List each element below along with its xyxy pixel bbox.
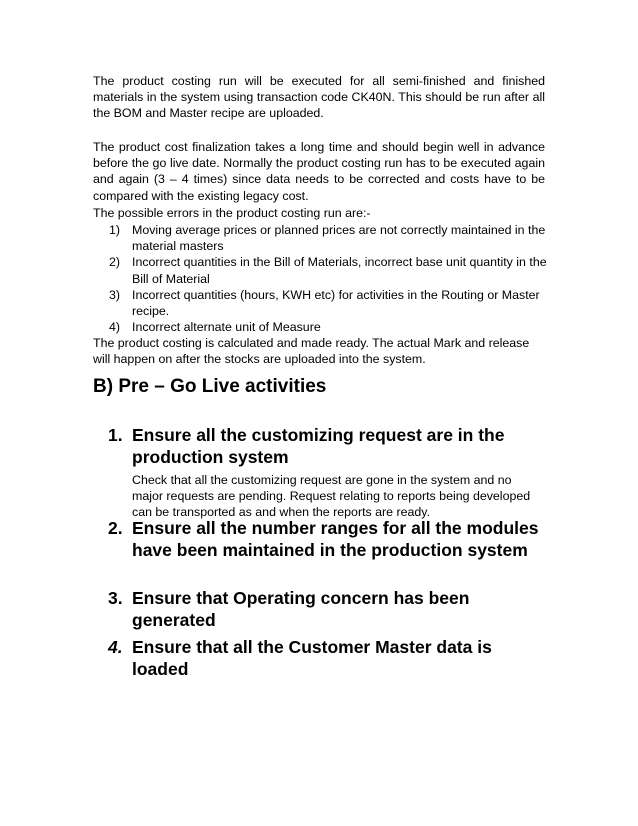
activity-body (132, 517, 548, 561)
activity-body (132, 636, 548, 680)
activity-body (132, 424, 548, 520)
section-heading: B) Pre – Go Live activities (93, 376, 327, 397)
list-item-number: 3) (109, 287, 121, 302)
list-item (109, 222, 549, 254)
activity-number: 3. (108, 588, 123, 608)
paragraph-cost-finalization: The product cost finalization takes a long time and should begin well in advance before the go live date. Normally the product costing run has to be executed again and again (3 – 4 times) since data needs to be corrected and costs have to be compared with the existing legacy cost. (93, 140, 545, 203)
list-item (109, 254, 549, 286)
list-item-number: 1) (109, 223, 121, 237)
paragraph-possible-errors: The possible errors in the product costing run are:- (93, 206, 371, 220)
paragraph-costing-ready: The product costing is calculated and made ready. The actual Mark and release will happen on after the stocks are uploaded into the system. (93, 336, 530, 367)
list-item-text: Incorrect quantities (hours, KWH etc) for activities in the Routing or Master recipe. (132, 287, 540, 319)
list-item (109, 287, 549, 319)
activity-number: 1. (108, 425, 123, 445)
list-item-text: Moving average prices or planned prices are not correctly maintained in the material masters (132, 223, 546, 254)
activity-item-4 (108, 636, 548, 680)
activity-title: Ensure all the customizing request are in the production system (132, 425, 505, 467)
activity-number: 2. (108, 518, 123, 538)
list-item-number: 4) (109, 320, 121, 335)
paragraph-costing-run: The product costing run will be executed for all semi-finished and finished materials in the system using transaction code CK40N. This should be run after all the BOM and Master recipe are uploaded. (93, 74, 545, 121)
list-item-text: Incorrect alternate unit of Measure (132, 320, 321, 335)
activity-number: 4. (108, 637, 123, 657)
error-list (109, 222, 549, 335)
activity-body (132, 587, 548, 631)
activity-item-3 (108, 587, 548, 631)
activity-item-2 (108, 517, 548, 561)
list-item-number: 2) (109, 255, 121, 270)
list-item-text: Incorrect quantities in the Bill of Materials, incorrect base unit quantity in the Bill of Material (132, 255, 547, 286)
activity-title: Ensure that all the Customer Master data is loaded (132, 637, 492, 679)
activity-item-1 (108, 424, 548, 520)
activity-description: Check that all the customizing request are gone in the system and no major requests are pending. Request relating to reports being developed can be transported as and when the reports are ready. (132, 473, 531, 519)
list-item (109, 319, 549, 335)
activity-title: Ensure all the number ranges for all the modules have been maintained in the production system (132, 518, 539, 560)
activity-title: Ensure that Operating concern has been generated (132, 588, 470, 630)
